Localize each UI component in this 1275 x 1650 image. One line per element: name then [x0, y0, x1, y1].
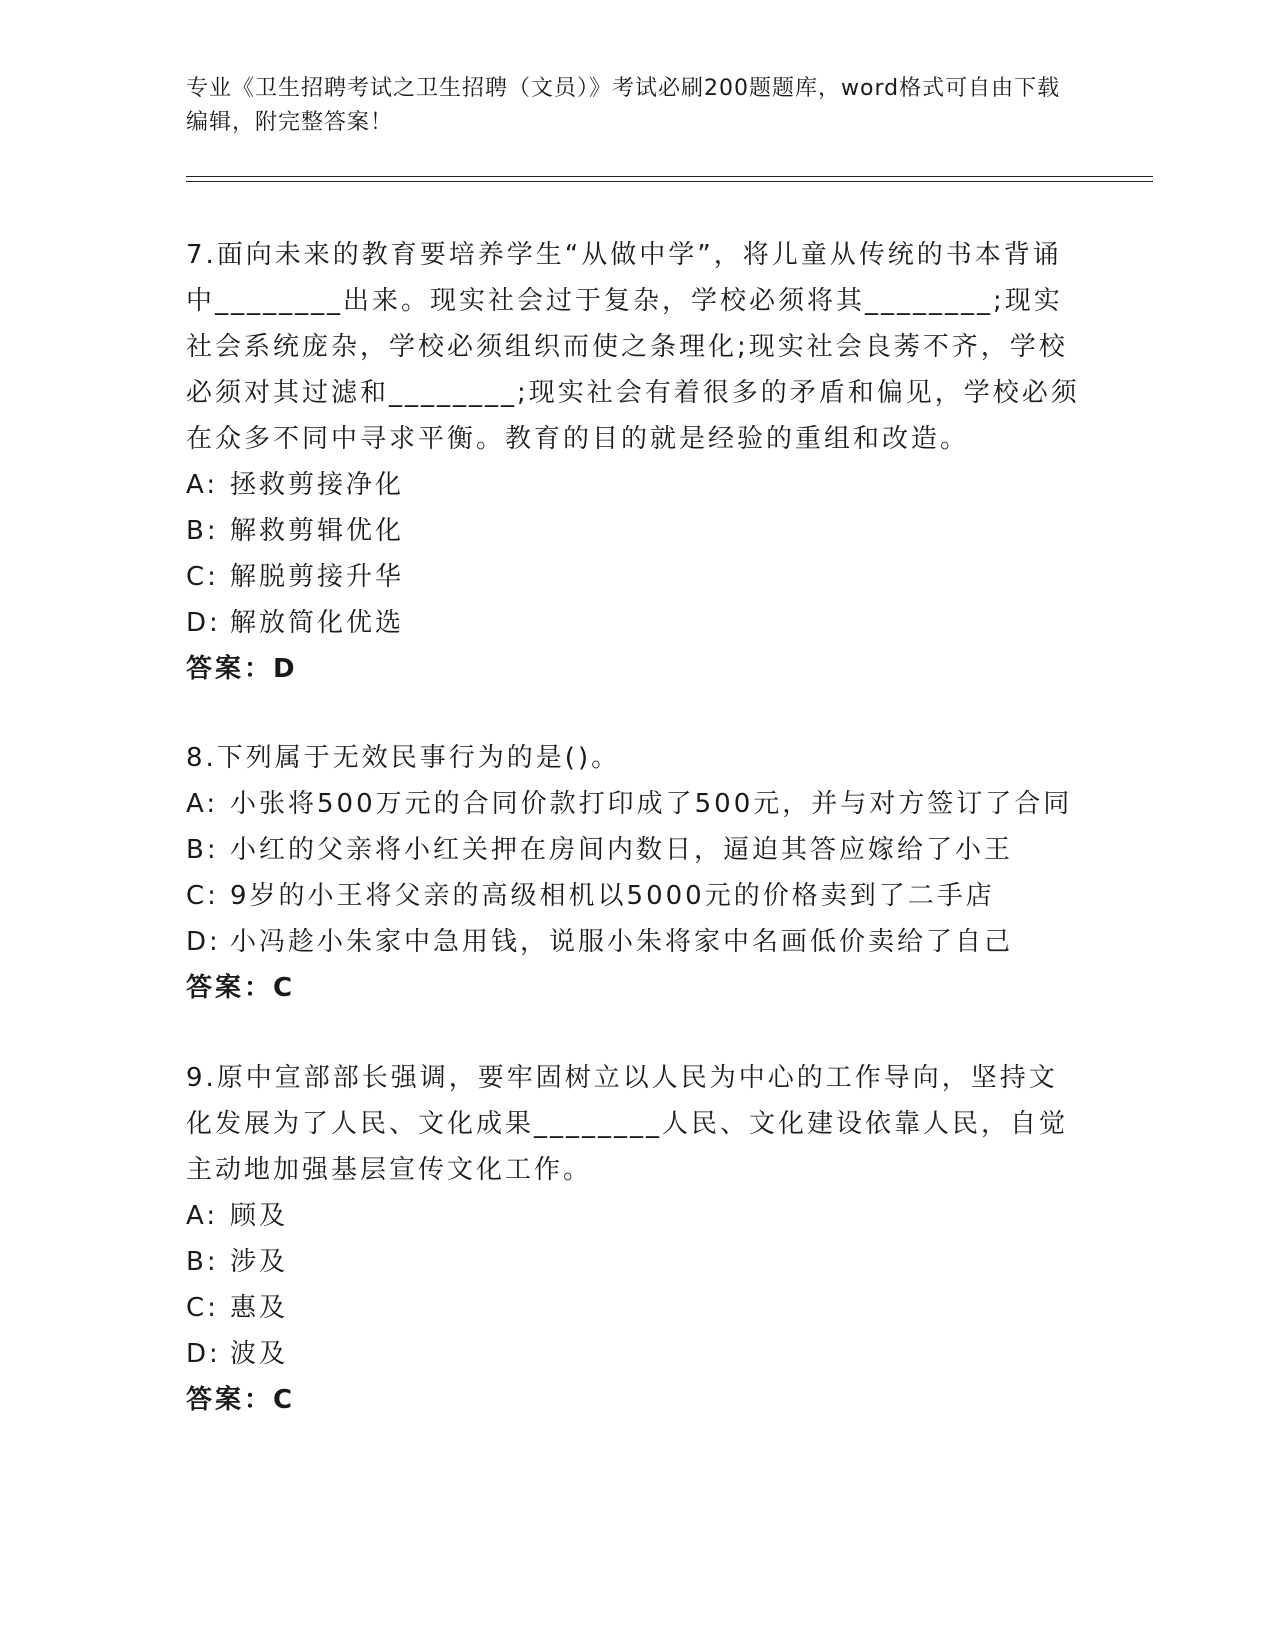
option-text: 惠及 [230, 1293, 289, 1323]
header-divider-top [186, 176, 1153, 177]
question-7 [186, 232, 1086, 692]
option-letter: B: [186, 1247, 219, 1277]
option-letter: D: [186, 1339, 221, 1369]
option-list [186, 781, 1086, 965]
header-divider-bottom [186, 181, 1153, 182]
option-text: 9岁的小王将父亲的高级相机以5000元的价格卖到了二手店 [230, 881, 995, 911]
option-letter: D: [186, 608, 221, 638]
option-d [186, 1331, 1086, 1377]
option-letter: B: [186, 516, 219, 546]
option-a [186, 462, 1086, 508]
option-list [186, 1193, 1086, 1377]
option-c [186, 873, 1086, 919]
option-letter: A: [186, 789, 219, 819]
option-b [186, 827, 1086, 873]
option-text: 解脱剪接升华 [230, 562, 405, 592]
question-stem: 8.下列属于无效民事行为的是()。 [186, 743, 621, 773]
option-text: 顾及 [230, 1201, 289, 1231]
answer: 答案：C [186, 1385, 296, 1415]
option-text: 解救剪辑优化 [230, 516, 405, 546]
question-stem: 7.面向未来的教育要培养学生“从做中学”，将儿童从传统的书本背诵中________出来。现实社会过于复杂，学校必须将其________;现实社会系统庞杂，学校必须组织而使之条理化;现实社会良莠不齐，学校必须对其过滤和________;现实社会有着很多的矛盾和偏见，学校必须在众多不同中寻求平衡。教育的目的就是经验的重组和改造。 [186, 240, 1080, 454]
option-d [186, 919, 1086, 965]
option-b [186, 508, 1086, 554]
option-a [186, 781, 1086, 827]
option-text: 波及 [230, 1339, 289, 1369]
option-letter: D: [186, 927, 221, 957]
answer: 答案：C [186, 973, 296, 1003]
question-stem: 9.原中宣部部长强调，要牢固树立以人民为中心的工作导向，坚持文化发展为了人民、文化成果________人民、文化建设依靠人民，自觉主动地加强基层宣传文化工作。 [186, 1063, 1069, 1185]
answer: 答案：D [186, 654, 298, 684]
option-text: 拯救剪接净化 [230, 470, 405, 500]
option-letter: A: [186, 1201, 219, 1231]
question-9 [186, 1055, 1086, 1423]
option-d [186, 600, 1086, 646]
option-letter: C: [186, 881, 219, 911]
option-letter: C: [186, 562, 219, 592]
option-text: 小红的父亲将小红关押在房间内数日，逼迫其答应嫁给了小王 [230, 835, 1014, 865]
option-letter: B: [186, 835, 219, 865]
option-c [186, 554, 1086, 600]
option-b [186, 1239, 1086, 1285]
option-a [186, 1193, 1086, 1239]
option-list [186, 462, 1086, 646]
option-text: 小张将500万元的合同价款打印成了500元，并与对方签订了合同 [230, 789, 1073, 819]
option-letter: C: [186, 1293, 219, 1323]
option-letter: A: [186, 470, 219, 500]
option-text: 小冯趁小朱家中急用钱，说服小朱将家中名画低价卖给了自己 [230, 927, 1014, 957]
option-c [186, 1285, 1086, 1331]
option-text: 解放简化优选 [230, 608, 405, 638]
document-header: 专业《卫生招聘考试之卫生招聘（文员）》考试必刷200题题库，word格式可自由下载编辑，附完整答案！ [186, 76, 1061, 135]
question-8 [186, 735, 1086, 1011]
option-text: 涉及 [230, 1247, 289, 1277]
